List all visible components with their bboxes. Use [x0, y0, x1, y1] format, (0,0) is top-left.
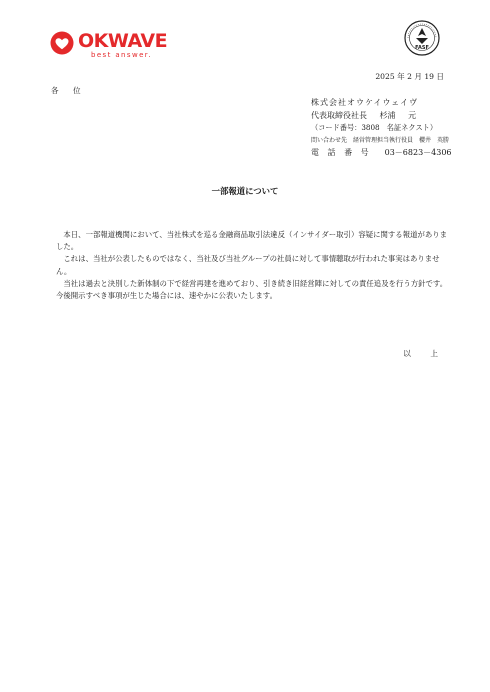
phone-number: 電 話 番 号 03－6823－4306 — [311, 148, 452, 157]
document-date: 2025 年 2 月 19 日 — [375, 72, 444, 81]
fasf-membership-seal-icon — [404, 20, 440, 56]
document-body — [56, 229, 448, 302]
seal-label: FASF — [415, 45, 429, 51]
addressee: 各 位 — [51, 86, 87, 95]
sender-block — [311, 97, 452, 160]
okwave-logo — [50, 30, 170, 62]
representative: 代表取締役社長 杉浦 元 — [311, 110, 417, 120]
body-paragraph: これは、当社が公表したものではなく、当社及び当社グループの社員に対して事情聴取が行われた事実はありません。 — [56, 254, 440, 276]
closing-mark: 以 上 — [403, 349, 444, 358]
body-paragraph: 当社は過去と決別した新体制の下で経営再建を進めており、引き続き旧経営陣に対しての責任追及を行う方針です。今後開示すべき事項が生じた場合には、速やかに公表いたします。 — [56, 278, 448, 301]
stock-code: （コード番号：3808 名証ネクスト） — [311, 123, 438, 132]
document-title: 一部報道について — [211, 186, 279, 196]
logo-wordmark: OKWAVE — [78, 30, 168, 52]
contact-person: 問い合わせ先 経営管理担当執行役員 櫻井 英勝 — [311, 136, 450, 144]
logo-tagline: best answer. — [91, 51, 153, 59]
company-name: 株式会社オウケイウェイヴ — [311, 98, 419, 107]
heart-icon — [50, 31, 74, 55]
body-paragraph: 本日、一部報道機関において、当社株式を巡る金融商品取引法違反（インサイダー取引）容疑に関する報道がありました。 — [56, 230, 448, 252]
